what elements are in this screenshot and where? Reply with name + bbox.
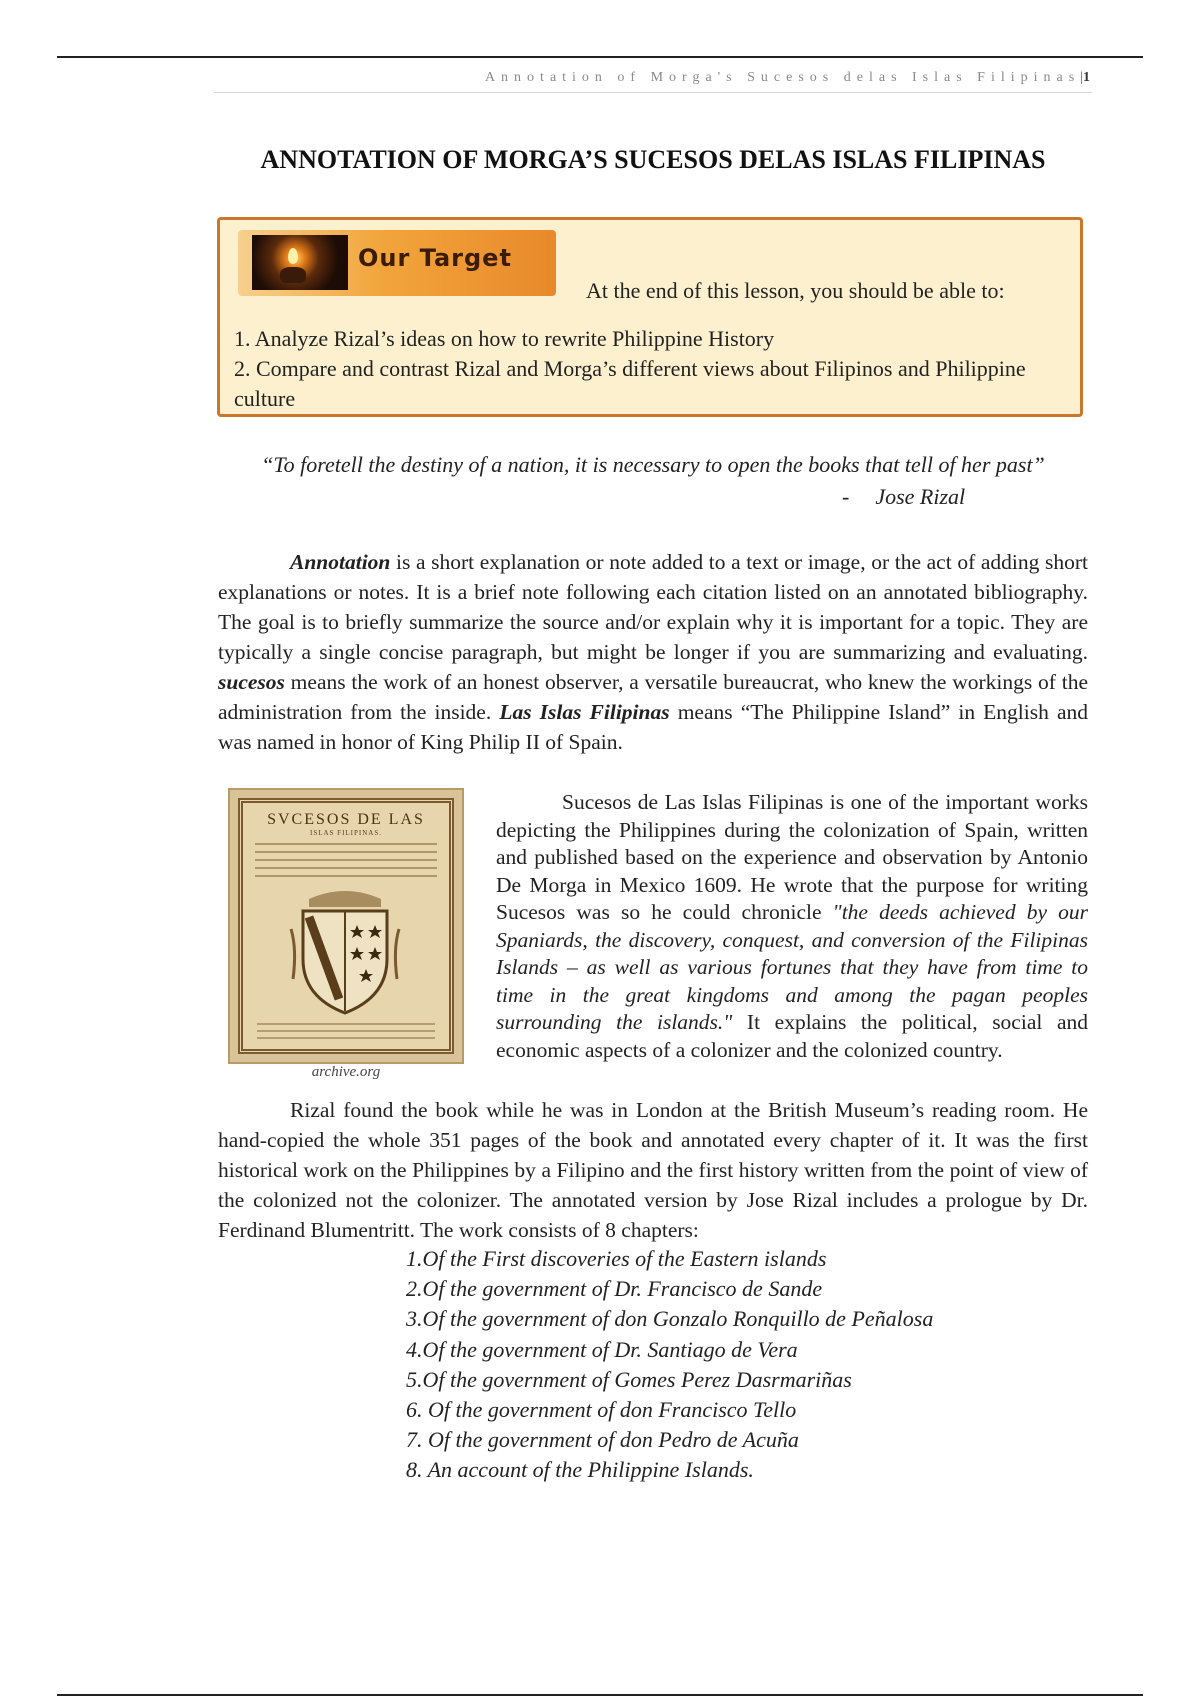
coat-of-arms-icon bbox=[289, 889, 401, 1019]
top-rule bbox=[57, 56, 1143, 58]
objective-item: 2. Compare and contrast Rizal and Morga’s different views about Filipinos and Philippine culture bbox=[234, 356, 1026, 411]
image-caption: archive.org bbox=[311, 1064, 381, 1080]
quote-attribution bbox=[842, 484, 965, 510]
sucesos-book-cover-image bbox=[228, 788, 464, 1064]
objective-item: 1. Analyze Rizal’s ideas on how to rewrite Philippine History bbox=[234, 326, 775, 351]
rizal-quote: “To foretell the destiny of a nation, it is necessary to open the books that tell of her past” bbox=[261, 452, 1045, 477]
header-divider bbox=[214, 92, 1092, 93]
paragraph-text: It explains the political, social and economic aspects of a colonizer and the colonized country. bbox=[496, 1010, 1088, 1062]
chapter-item: 6. Of the government of don Francisco Tello bbox=[406, 1397, 797, 1423]
chapter-item: 5.Of the government of Gomes Perez Dasrmariñas bbox=[406, 1366, 852, 1392]
paragraph-text: is a short explanation or note added to a text or image, or the act of adding short explanations or notes. It is a brief note following each citation listed on an annotated bibliography. The goal is to briefly summarize the source and/or explain why it is important for a topic. They are typically a single concise paragraph, but might be longer if you are summarizing and evaluating. bbox=[218, 550, 1088, 664]
book-cover-title: SVCESOS DE LAS bbox=[267, 811, 425, 828]
term-las-islas-filipinas: Las Islas Filipinas bbox=[499, 700, 670, 724]
book-cover-imprint-lines bbox=[257, 1023, 435, 1041]
page-title: ANNOTATION OF MORGA’S SUCESOS DELAS ISLAS FILIPINAS bbox=[260, 145, 1046, 174]
paragraph-text: means “The Philippine Island” in English and was named in honor of King Philip II of Spain. bbox=[218, 700, 1088, 754]
oil-lamp-icon bbox=[252, 235, 348, 290]
morga-quote: "the deeds achieved by our Spaniards, the discovery, conquest, and conversion of the Filipinas Islands – as well as various fortunes that they have from time to time in the great kingdoms and among the pagan peoples surrounding the islands." bbox=[496, 900, 1088, 1034]
objectives-list bbox=[234, 324, 1064, 414]
sucesos-description-paragraph bbox=[496, 789, 1088, 1064]
flame-shape bbox=[288, 248, 298, 264]
running-header bbox=[485, 70, 1090, 86]
chapter-item: 1.Of the First discoveries of the Eastern islands bbox=[406, 1246, 827, 1271]
running-header-separator: | bbox=[1080, 70, 1083, 85]
chapter-item: 4.Of the government of Dr. Santiago de Vera bbox=[406, 1336, 798, 1362]
learning-target-box bbox=[217, 217, 1083, 417]
term-sucesos: sucesos bbox=[218, 670, 285, 694]
term-annotation: Annotation bbox=[290, 550, 391, 574]
annotation-definition-paragraph bbox=[218, 547, 1088, 757]
our-target-label: Our Target bbox=[358, 244, 512, 272]
page-number: 1 bbox=[1083, 70, 1090, 85]
chapter-item: 7. Of the government of don Pedro de Acuña bbox=[406, 1427, 799, 1453]
our-target-banner bbox=[238, 230, 556, 296]
chapter-item: 2.Of the government of Dr. Francisco de Sande bbox=[406, 1276, 823, 1302]
paragraph-text: means the work of an honest observer, a versatile bureaucrat, who knew the workings of the administration from the inside. bbox=[218, 670, 1088, 724]
attribution-dash: - bbox=[842, 484, 850, 509]
bottom-rule bbox=[57, 1694, 1143, 1696]
book-cover-subtitle: ISLAS FILIPINAS. bbox=[309, 829, 382, 837]
chapter-list bbox=[406, 1244, 1086, 1486]
book-cover-text-lines bbox=[255, 843, 437, 877]
chapter-item: 8. An account of the Philippine Islands. bbox=[406, 1457, 754, 1483]
paragraph-text: Sucesos de Las Islas Filipinas is one of the important works depicting the Philippines during the colonization of Spain, written and published based on the experience and observation by Antonio De Morga in Mexico 1609. He wrote that the purpose for writing Sucesos was so he could chronicle bbox=[496, 790, 1088, 924]
rizal-annotation-paragraph: Rizal found the book while he was in London at the British Museum’s reading room. He hand-copied the whole 351 pages of the book and annotated every chapter of it. It was the first historical work on the Philippines by a Filipino and the first history written from the point of view of the colonized not the colonizer. The annotated version by Jose Rizal includes a prologue by Dr. Ferdinand Blumentritt. The work consists of 8 chapters: bbox=[218, 1098, 1088, 1242]
book-cover-frame bbox=[238, 798, 454, 1054]
running-header-title: Annotation of Morga's Sucesos delas Islas Filipinas bbox=[484, 70, 1081, 85]
lamp-body-shape bbox=[280, 267, 306, 283]
quote-author: Jose Rizal bbox=[875, 484, 966, 509]
chapter-item: 3.Of the government of don Gonzalo Ronquillo de Peñalosa bbox=[406, 1306, 934, 1332]
target-intro: At the end of this lesson, you should be able to: bbox=[586, 278, 1005, 303]
